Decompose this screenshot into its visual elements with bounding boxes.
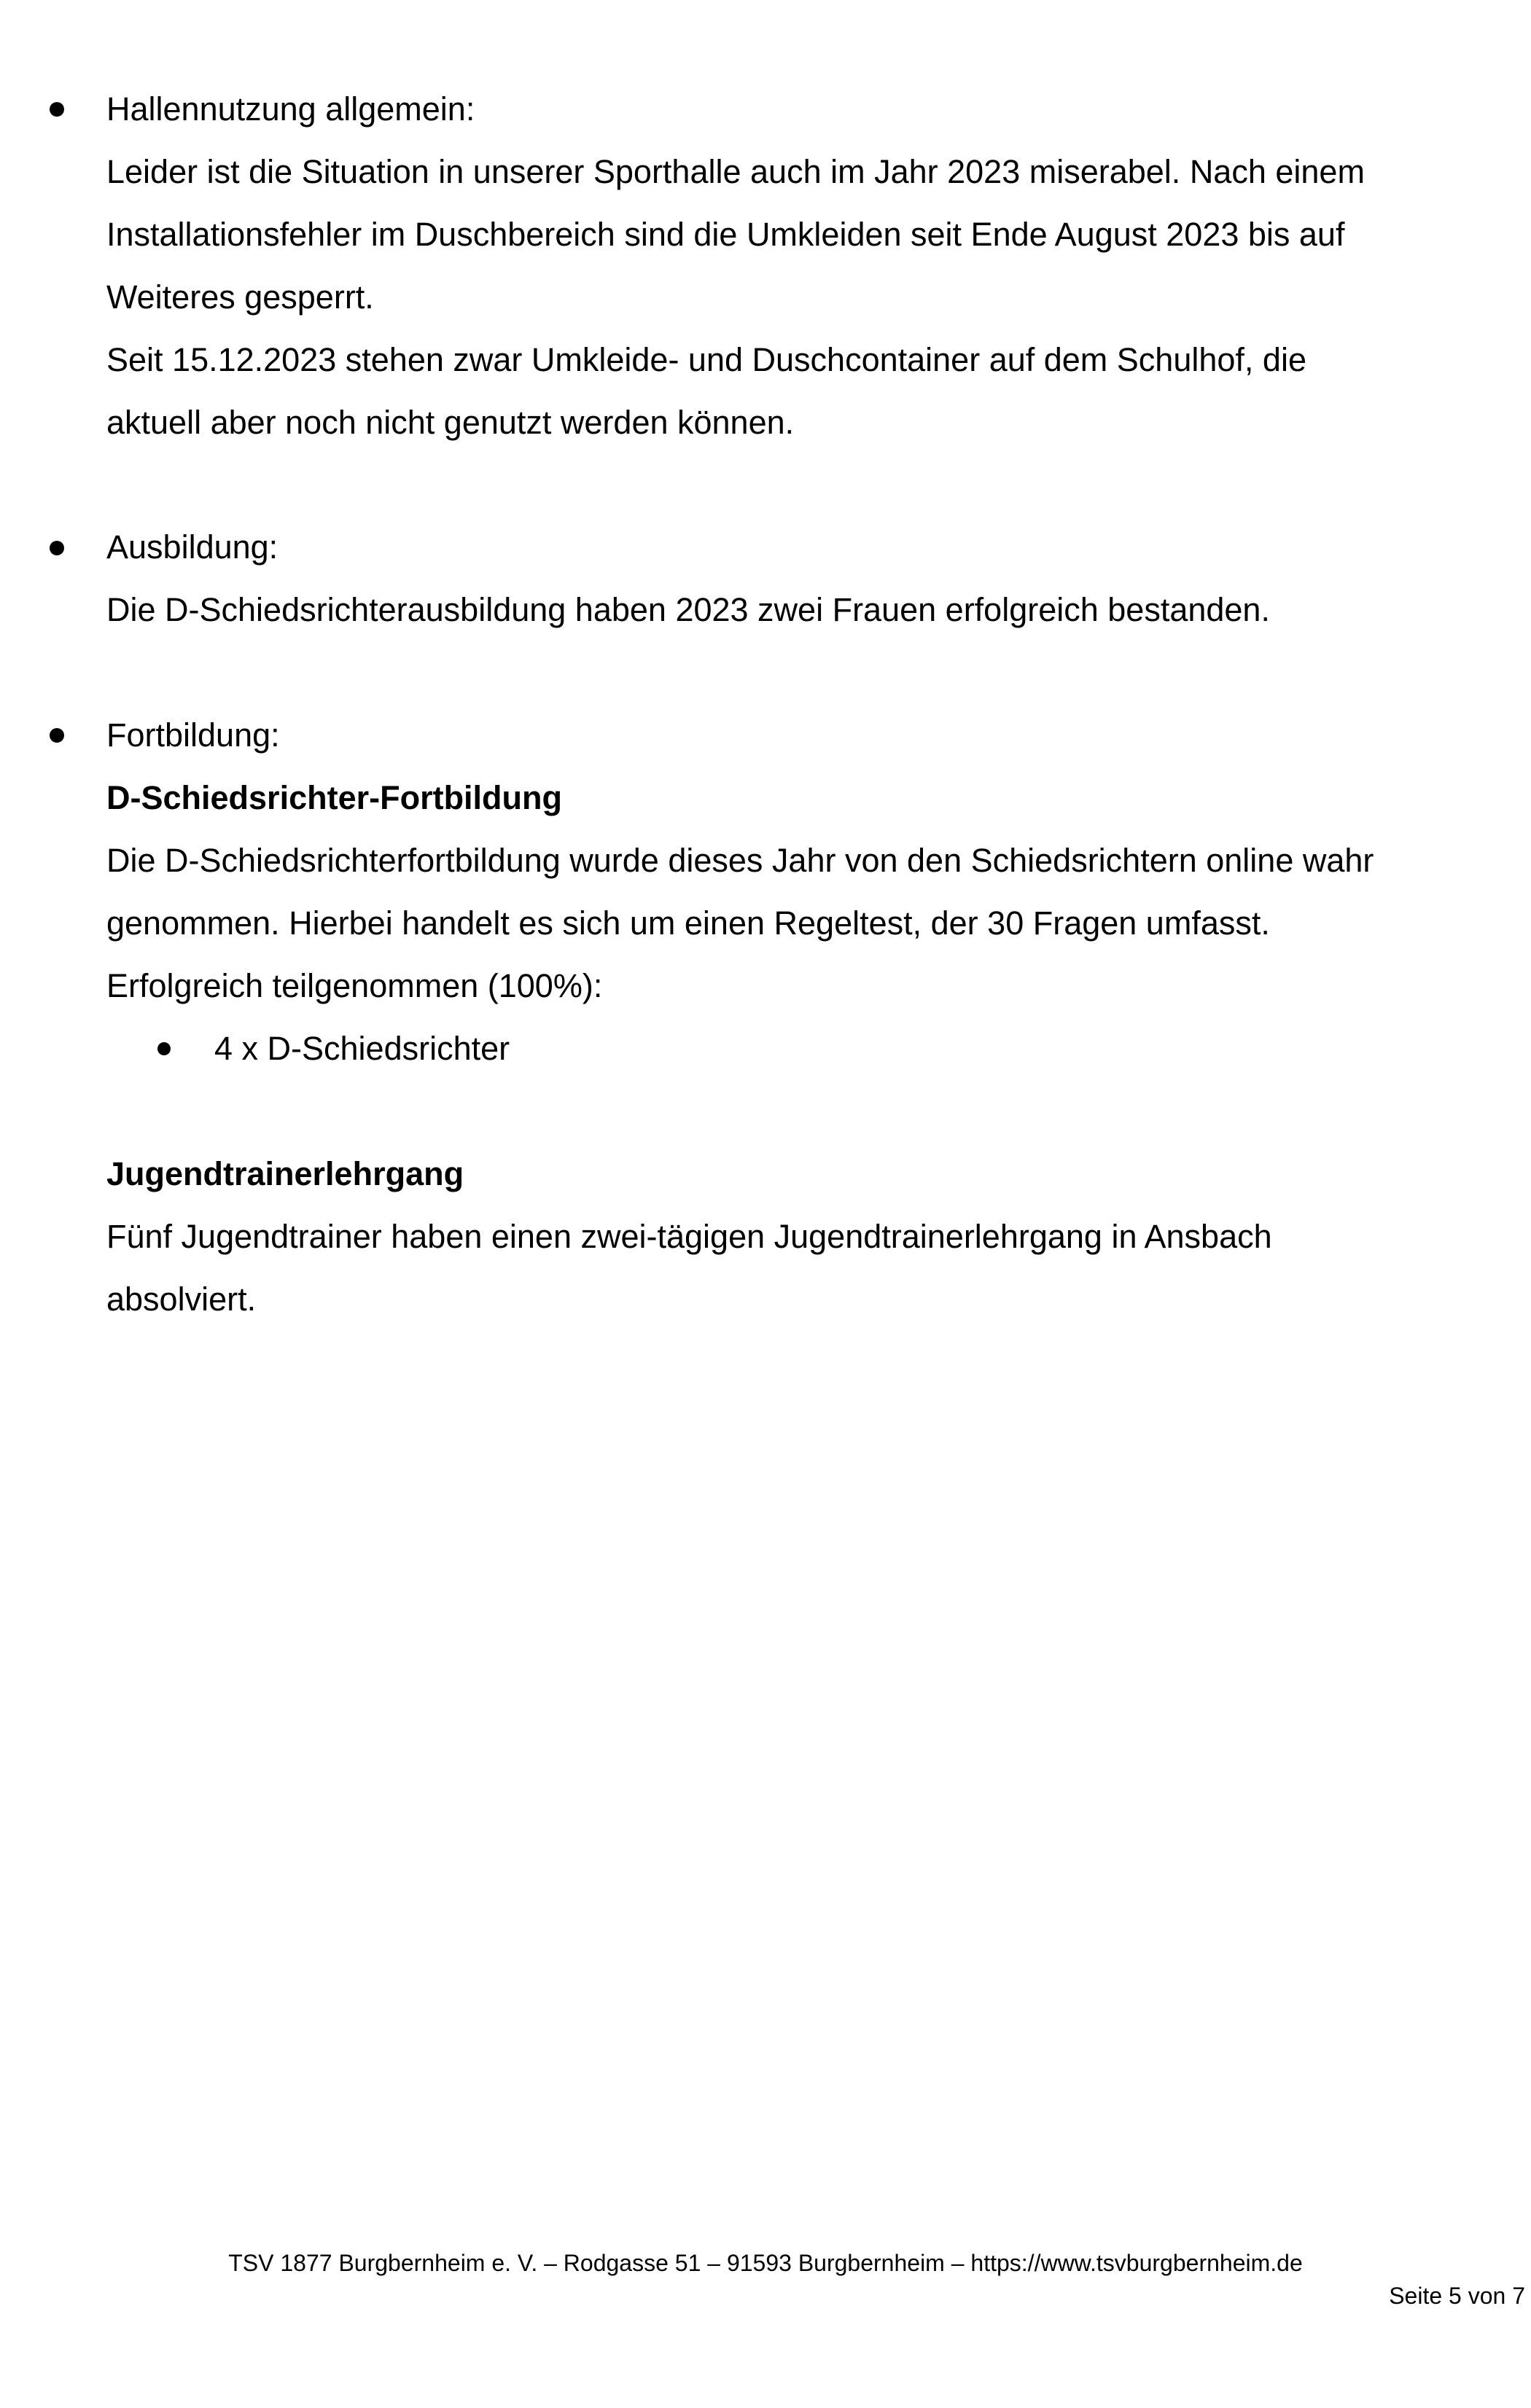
bullet-ausbildung xyxy=(50,541,64,555)
section-heading-fortbildung: Fortbildung: xyxy=(106,716,280,754)
section-heading-ausbildung: Ausbildung: xyxy=(106,528,278,566)
bullet-fortbildung xyxy=(50,728,64,743)
subheading-d-schiedsrichter-fortbildung: D-Schiedsrichter-Fortbildung xyxy=(106,779,563,816)
paragraph-line: Seit 15.12.2023 stehen zwar Umkleide- und Duschcontainer auf dem Schulhof, die xyxy=(106,341,1306,378)
sub-list-item: 4 x D-Schiedsrichter xyxy=(214,1030,510,1067)
paragraph-line: absolviert. xyxy=(106,1281,257,1318)
subheading-jugendtrainerlehrgang: Jugendtrainerlehrgang xyxy=(106,1155,464,1192)
paragraph-line: aktuell aber noch nicht genutzt werden können. xyxy=(106,404,795,441)
paragraph-line: Weiteres gesperrt. xyxy=(106,278,374,316)
paragraph-line: genommen. Hierbei handelt es sich um einen Regeltest, der 30 Fragen umfasst. xyxy=(106,904,1270,942)
paragraph-line: Fünf Jugendtrainer haben einen zwei-tägigen Jugendtrainerlehrgang in Ansbach xyxy=(106,1218,1272,1255)
footer-address: TSV 1877 Burgbernheim e. V. – Rodgasse 51 – 91593 Burgbernheim – https://www.tsvburgbernheim.de xyxy=(228,2250,1303,2276)
footer-page-number: Seite 5 von 7 xyxy=(1389,2283,1525,2309)
paragraph-line: Die D-Schiedsrichterausbildung haben 2023 zwei Frauen erfolgreich bestanden. xyxy=(106,591,1270,628)
sub-bullet xyxy=(157,1042,171,1055)
paragraph-line: Installationsfehler im Duschbereich sind die Umkleiden seit Ende August 2023 bis auf xyxy=(106,216,1345,253)
section-heading-hallennutzung: Hallennutzung allgemein: xyxy=(106,90,475,128)
paragraph-line: Die D-Schiedsrichterfortbildung wurde dieses Jahr von den Schiedsrichtern online wahr xyxy=(106,842,1374,879)
bullet-hallennutzung xyxy=(50,102,64,117)
paragraph-line: Erfolgreich teilgenommen (100%): xyxy=(106,967,603,1004)
paragraph-line: Leider ist die Situation in unserer Sporthalle auch im Jahr 2023 miserabel. Nach einem xyxy=(106,153,1365,190)
